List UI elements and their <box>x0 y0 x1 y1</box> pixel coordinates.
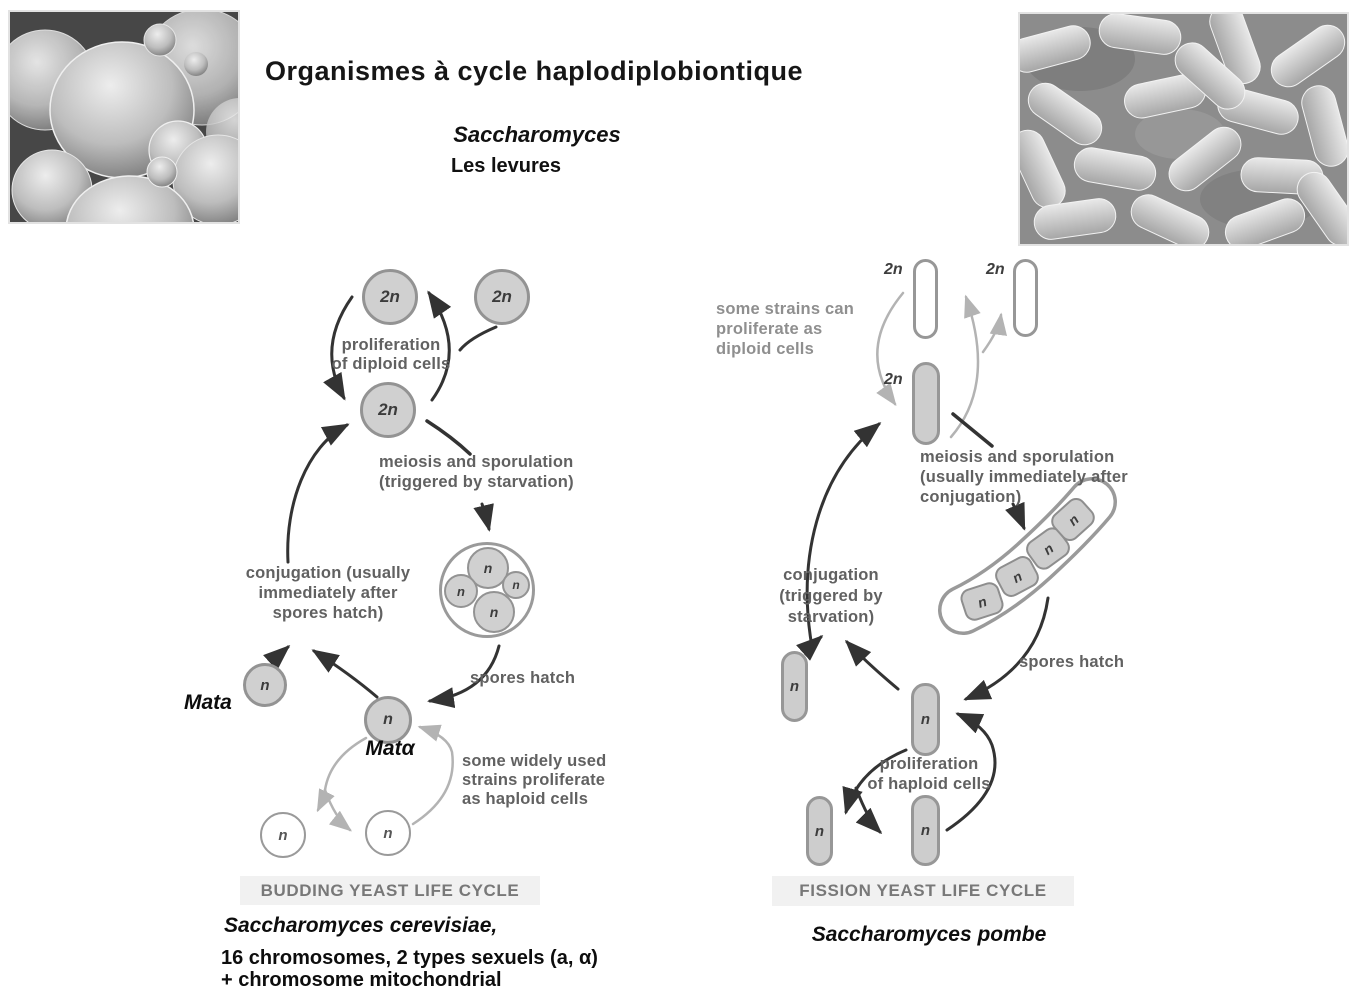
haploid-cell <box>365 810 411 856</box>
diploid-cell <box>474 269 530 325</box>
haploid-proliferation-note: some widely used strains proliferate as haploid cells <box>462 752 607 808</box>
spores-hatch-label: spores hatch <box>1019 653 1125 671</box>
spore-cell <box>444 574 478 608</box>
mat-a-label: Mata <box>184 691 232 714</box>
ploidy-label: n <box>260 676 270 694</box>
haploid-rod-cell <box>806 796 833 866</box>
diploid-rod-cell <box>912 362 940 445</box>
conjugation-label: conjugation (triggered by starvation) <box>779 566 883 626</box>
diploid-cell <box>360 382 416 438</box>
ploidy-label: n <box>789 678 800 695</box>
budding-cycle-banner: BUDDING YEAST LIFE CYCLE <box>240 876 540 905</box>
ploidy-label: 2n <box>986 261 1005 278</box>
haploid-rod-cell <box>911 795 940 866</box>
ploidy-label: 2n <box>884 261 903 278</box>
genus-subtitle: Saccharomyces <box>453 122 621 147</box>
diploid-rod-cell <box>913 259 938 339</box>
haploid-cell <box>243 663 287 707</box>
ploidy-label: 2n <box>492 287 512 306</box>
proliferation-haploid-label: proliferation of haploid cells <box>867 755 991 793</box>
ploidy-label: n <box>1064 510 1082 529</box>
mat-alpha-label: Matα <box>365 737 415 760</box>
conjugation-label: conjugation (usually immediately after spores hatch) <box>245 564 411 622</box>
ploidy-label: n <box>512 578 520 592</box>
page-title: Organismes à cycle haplodiplobiontique <box>264 56 804 86</box>
meiosis-sporulation-label: meiosis and sporulation (usually immediately after conjugation) <box>920 448 1128 506</box>
pombe-species-caption: Saccharomyces pombe <box>811 923 1047 946</box>
ploidy-label: n <box>383 711 393 728</box>
ploidy-label: 2n <box>378 400 398 419</box>
ploidy-label: n <box>814 822 825 840</box>
ploidy-label: 2n <box>380 287 400 306</box>
ploidy-label: n <box>1009 567 1025 586</box>
diploid-rod-cell <box>1013 259 1038 337</box>
spore-cell <box>473 591 515 633</box>
haploid-rod-cell <box>781 651 808 722</box>
ploidy-label: n <box>278 826 288 844</box>
proliferation-diploid-label: proliferation of diploid cells <box>331 336 451 373</box>
ploidy-label: n <box>457 583 465 599</box>
ploidy-label: n <box>483 560 493 576</box>
ploidy-label: n <box>920 711 931 728</box>
meiosis-sporulation-label: meiosis and sporulation (triggered by starvation) <box>379 453 574 491</box>
ploidy-label: 2n <box>884 371 903 388</box>
ploidy-label: n <box>1039 539 1057 558</box>
cerevisiae-genome-caption: 16 chromosomes, 2 types sexuels (a, α) <box>221 947 598 969</box>
diploid-cell <box>362 269 418 325</box>
ploidy-label: n <box>920 822 931 839</box>
diploid-proliferation-note: some strains can proliferate as diploid cells <box>716 300 855 358</box>
cerevisiae-mito-caption: + chromosome mitochondrial <box>221 969 502 991</box>
haploid-rod-cell <box>911 683 940 756</box>
ploidy-label: n <box>975 592 989 611</box>
ploidy-label: n <box>489 604 499 620</box>
cerevisiae-species-caption: Saccharomyces cerevisiae, <box>224 914 498 937</box>
fission-cycle-banner: FISSION YEAST LIFE CYCLE <box>772 876 1074 906</box>
haploid-cell <box>260 812 306 858</box>
ploidy-label: n <box>383 824 393 842</box>
spores-hatch-label: spores hatch <box>470 669 576 687</box>
common-name-subtitle: Les levures <box>450 155 562 177</box>
